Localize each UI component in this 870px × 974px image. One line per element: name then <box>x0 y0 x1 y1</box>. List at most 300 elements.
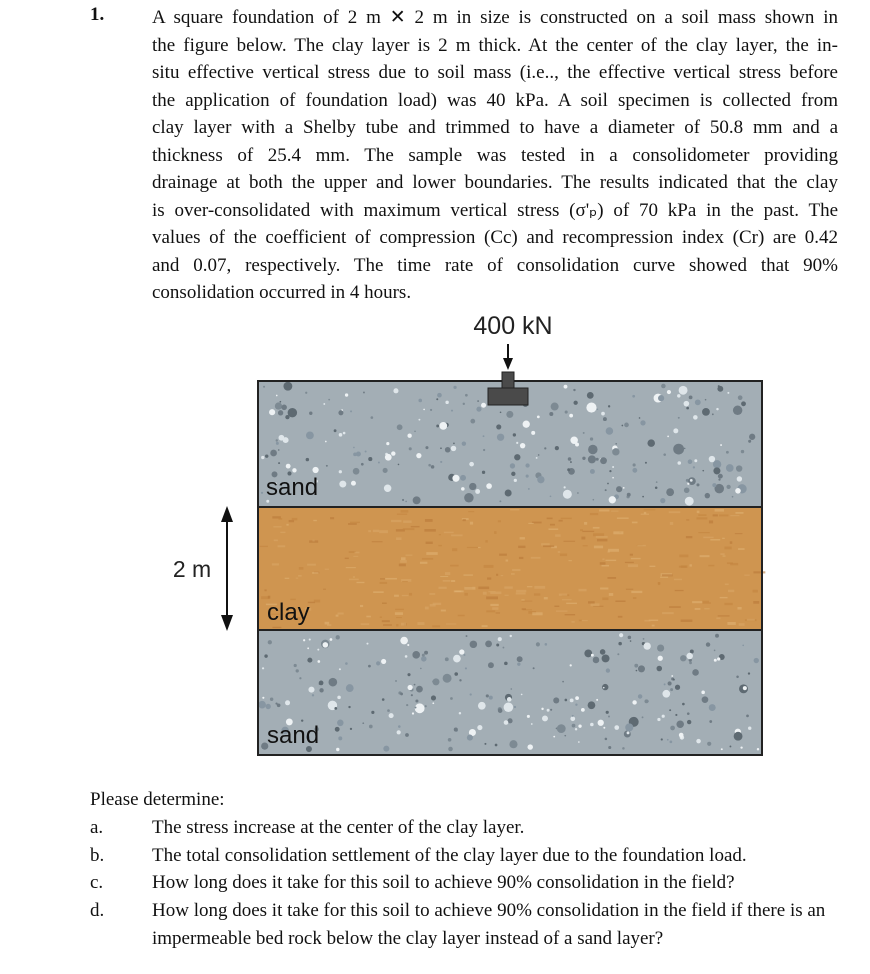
sand-grain <box>309 638 311 640</box>
sand-grain <box>687 720 691 724</box>
sand-grain <box>368 665 371 668</box>
sand-grain <box>488 662 494 668</box>
clay-texture-mark <box>564 541 576 542</box>
sand-grain <box>550 709 552 711</box>
sand-grain <box>334 707 337 710</box>
sand-grain <box>575 728 577 730</box>
sand-grain <box>423 409 425 411</box>
clay-texture-mark <box>452 548 457 551</box>
clay-texture-mark <box>379 530 388 533</box>
clay-texture-mark <box>516 592 526 594</box>
sand-grain <box>414 430 416 432</box>
sand-grain <box>609 496 616 503</box>
sand-grain <box>363 392 365 394</box>
clay-texture-mark <box>504 586 512 588</box>
clay-texture-mark <box>728 590 734 592</box>
clay-texture-mark <box>686 536 692 538</box>
sand-grain <box>483 435 485 437</box>
clay-texture-mark <box>409 593 412 596</box>
clay-texture-mark <box>611 511 618 512</box>
sand-grain <box>692 669 699 676</box>
sand-grain <box>431 695 436 700</box>
sand-grain <box>533 667 535 669</box>
sand-grain <box>537 476 544 483</box>
sand-grain <box>265 704 270 709</box>
sand-grain <box>317 660 320 663</box>
sand-grain <box>547 709 550 712</box>
sand-grain <box>536 642 540 646</box>
sand-grain <box>677 394 680 397</box>
sand-grain <box>528 488 530 490</box>
sand-grain <box>570 716 575 721</box>
clay-texture-mark <box>703 537 713 539</box>
clay-texture-mark <box>312 572 318 574</box>
clay-label: clay <box>267 599 310 626</box>
sand-grain <box>384 485 392 493</box>
sand-grain <box>726 485 730 489</box>
clay-texture-mark <box>403 520 412 523</box>
sand-grain <box>445 401 448 404</box>
clay-texture-mark <box>698 514 706 516</box>
sand-grain <box>602 654 610 662</box>
clay-texture-mark <box>505 595 509 596</box>
sand-grain <box>712 483 716 487</box>
clay-texture-mark <box>274 540 278 542</box>
clay-texture-mark <box>700 555 710 557</box>
clay-texture-mark <box>628 564 638 567</box>
sand-grain <box>463 654 465 656</box>
clay-texture-mark <box>372 541 383 542</box>
sand-grain <box>440 461 442 463</box>
sand-grain <box>630 640 632 642</box>
sand-grain <box>307 658 312 663</box>
sand-bottom-label: sand <box>267 722 320 749</box>
sand-grain <box>294 664 297 667</box>
clay-texture-mark <box>641 514 649 515</box>
sand-grain <box>337 696 341 700</box>
clay-texture-mark <box>470 522 473 525</box>
sand-grain <box>395 680 397 682</box>
statement-line: and 0.07, respectively. The time rate of consolidation curve showed that 90% <box>152 254 838 276</box>
sand-grain <box>726 451 729 454</box>
sand-grain <box>632 700 636 704</box>
sand-grain <box>482 471 485 474</box>
sand-grain <box>741 401 746 406</box>
sand-grain <box>616 486 622 492</box>
load-label: 400 kN <box>473 312 553 340</box>
clay-texture-mark <box>373 530 379 532</box>
sand-grain <box>693 466 695 468</box>
sand-grain <box>551 403 559 411</box>
clay-texture-mark <box>349 579 359 581</box>
thickness-dimension-arrow <box>221 506 233 631</box>
clay-texture-mark <box>571 621 574 623</box>
clay-texture-mark <box>264 589 266 591</box>
sand-grain <box>264 654 267 657</box>
clay-texture-mark <box>644 620 650 622</box>
sand-grain <box>526 475 529 478</box>
clay-texture-mark <box>280 532 285 533</box>
clay-texture-mark <box>702 601 709 603</box>
sand-grain <box>443 674 452 683</box>
sand-grain <box>521 694 523 696</box>
sand-grain <box>376 661 380 665</box>
sand-grain <box>405 501 407 503</box>
sand-grain <box>689 395 693 399</box>
sand-grain <box>738 395 743 400</box>
sand-grain <box>578 741 580 743</box>
sand-grain <box>517 656 523 662</box>
sand-grain <box>544 447 546 449</box>
sand-grain <box>666 488 674 496</box>
sand-grain <box>736 676 739 679</box>
sand-grain <box>603 417 607 421</box>
sand-grain <box>268 640 272 644</box>
sand-grain <box>445 447 451 453</box>
clay-texture-mark <box>260 546 268 547</box>
sand-grain <box>276 439 278 441</box>
sand-grain <box>662 690 670 698</box>
sand-grain <box>588 455 596 463</box>
sand-grain <box>679 733 684 738</box>
sand-grain <box>570 461 572 463</box>
sand-grain <box>489 696 493 700</box>
sand-grain <box>459 712 461 714</box>
sand-grain <box>361 463 364 466</box>
clay-layer <box>258 507 762 630</box>
sand-grain <box>675 714 677 716</box>
sand-grain <box>573 389 575 391</box>
sand-grain <box>721 748 723 750</box>
sand-grain <box>465 394 468 397</box>
item-text: The stress increase at the center of the clay layer. <box>152 817 525 838</box>
clay-texture-mark <box>425 519 433 522</box>
clay-texture-mark <box>451 580 455 582</box>
sand-grain <box>270 698 273 701</box>
clay-texture-mark <box>496 574 498 576</box>
sand-grain <box>405 655 408 658</box>
sand-grain <box>740 746 742 748</box>
sand-grain <box>684 401 690 407</box>
clay-texture-mark <box>336 615 339 617</box>
sand-grain <box>713 460 721 468</box>
sand-grain <box>730 746 732 748</box>
sand-grain <box>718 479 720 481</box>
sand-grain <box>385 454 392 461</box>
clay-texture-mark <box>463 519 466 521</box>
clay-texture-mark <box>309 540 318 542</box>
sand-grain <box>726 464 734 472</box>
sand-grain <box>542 715 548 721</box>
sand-grain <box>705 399 707 401</box>
sand-grain <box>440 447 442 449</box>
clay-texture-mark <box>713 514 718 516</box>
sand-grain <box>402 499 404 501</box>
sand-grain <box>409 447 412 450</box>
clay-texture-mark <box>744 575 749 576</box>
clay-texture-mark <box>520 537 525 539</box>
clay-texture-mark <box>399 564 406 567</box>
sand-grain <box>465 667 467 669</box>
clay-texture-mark <box>631 591 642 593</box>
clay-texture-mark <box>720 597 728 598</box>
sand-grain <box>407 673 410 676</box>
clay-texture-mark <box>578 589 586 592</box>
sand-grain <box>496 643 499 646</box>
clay-texture-mark <box>716 617 720 619</box>
clay-texture-mark <box>279 518 283 520</box>
sand-grain <box>439 422 447 430</box>
clay-texture-mark <box>522 608 526 610</box>
clay-texture-mark <box>382 603 387 604</box>
clay-texture-mark <box>702 602 711 603</box>
sand-grain <box>655 487 658 490</box>
sand-grain <box>670 726 675 731</box>
clay-texture-mark <box>737 607 741 610</box>
sand-grain <box>292 468 296 472</box>
clay-texture-mark <box>630 554 633 556</box>
clay-texture-mark <box>272 563 279 565</box>
sand-top-label: sand <box>266 474 319 501</box>
sand-grain <box>335 727 340 732</box>
clay-texture-mark <box>424 529 435 532</box>
clay-texture-mark <box>307 564 316 566</box>
sand-grain <box>679 386 688 395</box>
sand-grain <box>694 459 697 462</box>
sand-grain <box>498 708 503 713</box>
sand-grain <box>622 747 625 750</box>
sand-grain <box>312 467 318 473</box>
sand-grain <box>735 488 741 494</box>
clay-texture-mark <box>644 509 656 510</box>
sand-grain <box>640 420 645 425</box>
clay-texture-mark <box>360 605 363 607</box>
sand-grain <box>477 725 482 730</box>
sand-grain <box>265 454 268 457</box>
sand-grain <box>549 412 553 416</box>
clay-texture-mark <box>516 590 526 592</box>
sand-grain <box>572 715 574 717</box>
clay-texture-mark <box>292 518 298 521</box>
clay-texture-mark <box>396 617 402 618</box>
sand-grain <box>459 679 461 681</box>
sand-grain <box>531 723 533 725</box>
sand-grain <box>510 688 512 690</box>
sand-grain <box>511 472 515 476</box>
sand-grain <box>609 470 611 472</box>
clay-texture-mark <box>422 558 433 560</box>
sand-grain <box>460 475 466 481</box>
clay-texture-mark <box>593 527 600 529</box>
sand-grain <box>564 735 566 737</box>
sand-grain <box>656 666 662 672</box>
item-label: b. <box>90 845 105 866</box>
sand-grain <box>371 711 374 714</box>
clay-texture-mark <box>299 567 304 570</box>
sand-grain <box>557 724 566 733</box>
clay-texture-mark <box>534 586 545 589</box>
sand-grain <box>678 417 680 419</box>
statement-line: consolidation occurred in 4 hours. <box>152 282 412 303</box>
sand-grain <box>415 707 417 709</box>
sand-grain <box>587 392 594 399</box>
sand-grain <box>339 668 341 670</box>
sand-grain <box>278 449 280 451</box>
clay-texture-mark <box>698 532 709 533</box>
item-label: c. <box>90 872 104 893</box>
clay-texture-mark <box>430 604 436 607</box>
sand-grain <box>510 635 512 637</box>
sand-grain <box>463 403 465 405</box>
sand-grain <box>477 400 479 402</box>
sand-grain <box>436 398 438 400</box>
sand-grain <box>702 696 709 703</box>
sand-grain <box>602 684 608 690</box>
sand-grain <box>430 409 432 411</box>
sand-grain <box>383 468 388 473</box>
sand-grain <box>527 715 530 718</box>
sand-grain <box>412 712 414 714</box>
clay-texture-mark <box>397 514 407 515</box>
sand-grain <box>686 653 692 659</box>
clay-texture-mark <box>488 591 495 592</box>
clay-texture-mark <box>402 581 408 582</box>
sand-grain <box>371 416 374 419</box>
sand-grain <box>525 463 529 467</box>
clay-texture-mark <box>353 556 358 557</box>
sand-grain <box>624 423 629 428</box>
sand-grain <box>483 449 485 451</box>
clay-texture-mark <box>548 528 558 530</box>
statement-line: thickness of 25.4 mm. The sample was tested in a consolidometer providing <box>152 144 838 166</box>
statement-line: the application of foundation load) was 40 kPa. A soil specimen is collected from <box>152 89 838 111</box>
clay-texture-mark <box>354 552 359 554</box>
sand-grain <box>425 705 427 707</box>
sand-grain <box>309 412 312 415</box>
statement-line: drainage at both the upper and lower boundaries. The results indicated that the clay <box>152 172 838 193</box>
sand-grain <box>656 481 658 483</box>
sand-grain <box>503 647 505 649</box>
clay-texture-mark <box>697 511 700 513</box>
clay-texture-mark <box>501 575 504 576</box>
clay-texture-mark <box>531 557 541 559</box>
sand-grain <box>590 723 594 727</box>
sand-grain <box>283 437 289 443</box>
sand-grain <box>553 736 555 738</box>
clay-texture-mark <box>753 571 765 573</box>
sand-grain <box>334 429 337 432</box>
clay-texture-mark <box>581 620 587 621</box>
clay-texture-mark <box>527 586 532 587</box>
clay-texture-mark <box>298 575 302 576</box>
sand-grain <box>495 744 498 747</box>
sand-grain <box>303 639 305 641</box>
load-arrow <box>503 344 513 370</box>
clay-texture-mark <box>518 546 525 548</box>
sand-grain <box>618 642 621 645</box>
sand-grain <box>281 435 283 437</box>
clay-texture-mark <box>547 518 553 520</box>
sand-grain <box>736 465 742 471</box>
sand-grain <box>657 718 660 721</box>
sand-grain <box>262 667 264 669</box>
sand-grain <box>677 461 681 465</box>
clay-texture-mark <box>395 612 403 615</box>
clay-texture-mark <box>735 512 743 514</box>
sand-grain <box>513 433 516 436</box>
clay-texture-mark <box>426 542 433 544</box>
clay-texture-mark <box>669 511 681 513</box>
sand-grain <box>680 655 686 661</box>
sand-grain <box>733 406 742 415</box>
clay-texture-mark <box>478 547 481 548</box>
sand-grain <box>581 708 585 712</box>
clay-texture-mark <box>644 512 646 514</box>
sand-grain <box>597 409 599 411</box>
sand-grain <box>607 483 609 485</box>
sand-grain <box>598 720 604 726</box>
sand-grain <box>400 637 408 645</box>
sand-grain <box>705 493 710 498</box>
sand-grain <box>643 638 645 640</box>
sand-grain <box>645 462 647 464</box>
sand-grain <box>453 655 461 663</box>
sand-grain <box>467 735 473 741</box>
clay-texture-mark <box>593 533 604 536</box>
clay-texture-mark <box>396 624 398 626</box>
sand-grain <box>346 684 354 692</box>
clay-texture-mark <box>528 523 533 524</box>
sand-grain <box>583 432 585 434</box>
clay-texture-mark <box>487 577 491 579</box>
sand-grain <box>685 497 694 506</box>
sand-grain <box>350 728 352 730</box>
statement-line: the figure below. The clay layer is 2 m thick. At the center of the clay layer, the in- <box>152 34 838 56</box>
sand-grain <box>507 697 512 702</box>
item-label: d. <box>90 900 105 921</box>
clay-texture-mark <box>607 577 616 579</box>
sand-grain <box>368 457 372 461</box>
clay-texture-mark <box>455 591 461 592</box>
clay-texture-mark <box>394 595 399 597</box>
clay-texture-mark <box>314 600 320 603</box>
clay-texture-mark <box>615 601 625 602</box>
sand-grain <box>351 481 356 486</box>
sand-grain <box>353 447 355 449</box>
sand-grain <box>436 425 439 428</box>
clay-texture-mark <box>420 562 427 564</box>
clay-texture-mark <box>464 587 475 590</box>
sand-grain <box>577 492 579 494</box>
sand-grain <box>345 662 348 665</box>
sand-grain <box>742 644 744 646</box>
sand-grain <box>437 393 442 398</box>
sand-grain <box>696 483 699 486</box>
sand-grain <box>504 720 509 725</box>
sand-grain <box>424 651 428 655</box>
sand-grain <box>411 694 413 696</box>
sand-grain <box>517 662 520 665</box>
clay-texture-mark <box>725 583 729 585</box>
sand-grain <box>670 741 673 744</box>
sand-grain <box>614 725 619 730</box>
sand-grain <box>606 427 614 435</box>
sand-grain <box>452 475 459 482</box>
sand-grain <box>575 442 579 446</box>
sand-grain <box>754 658 759 663</box>
clay-texture-mark <box>730 515 739 516</box>
sand-grain <box>632 395 635 398</box>
